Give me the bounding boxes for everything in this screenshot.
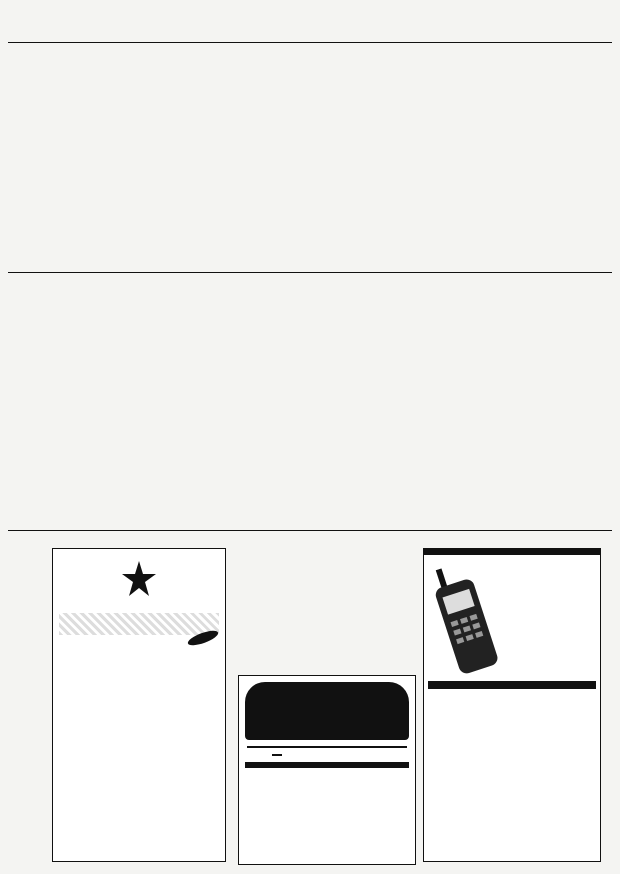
header-rule: [8, 42, 612, 43]
trelec-logo-row: [53, 549, 225, 609]
matrix-grid: [330, 283, 600, 528]
trelec-pattern: [59, 613, 219, 635]
lower-rule: [8, 530, 612, 531]
mid-rule: [8, 272, 612, 273]
fits-motor-ad[interactable]: [238, 675, 416, 865]
fits-brands-row: [247, 754, 407, 756]
fits-l1: [247, 746, 407, 748]
trelec-ad[interactable]: [52, 548, 226, 862]
fits-car-banner: [245, 682, 409, 740]
airtel-visual: [424, 555, 600, 675]
airtel-ad[interactable]: [423, 548, 601, 862]
mobile-phone-icon: [422, 553, 523, 681]
boleto: [230, 534, 422, 536]
fits-address: [245, 762, 409, 768]
results-matrix: [330, 283, 600, 528]
airtel-brand-bar: [428, 681, 596, 689]
fits-l2: [272, 754, 282, 756]
star-icon: [122, 559, 156, 599]
